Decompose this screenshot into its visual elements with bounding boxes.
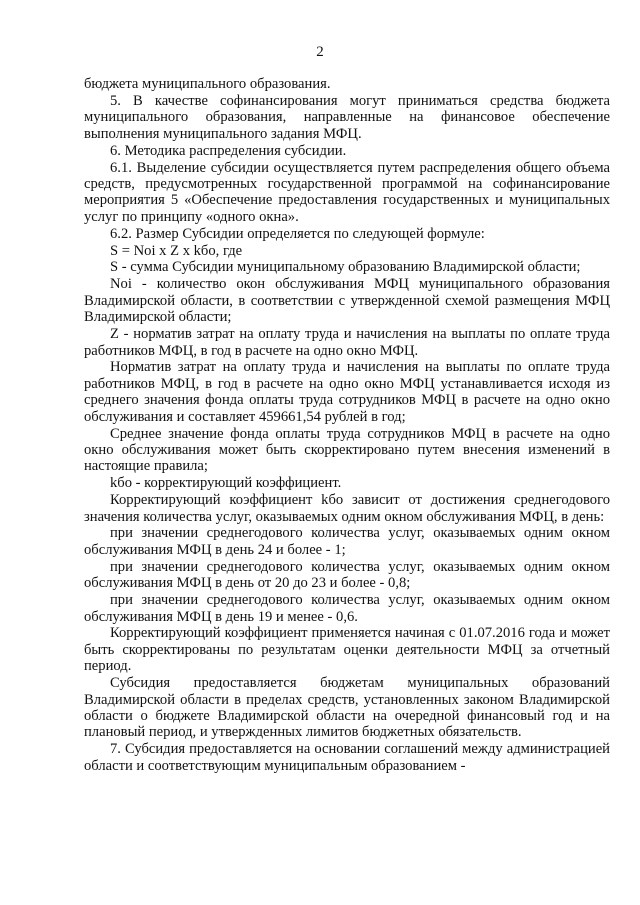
paragraph-18: Субсидия предоставляется бюджетам муниципальных образований Владимирской области в пределах средств, установленных законом Владимирской области о бюджете Владимирской области на очередной финансовый год и на плановый период, и утвержденных лимитов бюджетных обязательств. [84,675,610,741]
paragraph-14: при значении среднегодового количества услуг, оказываемых одним окном обслуживания МФЦ в день 24 и более - 1; [84,525,610,558]
paragraph-16: при значении среднегодового количества услуг, оказываемых одним окном обслуживания МФЦ в день 19 и менее - 0,6. [84,592,610,625]
paragraph-19: 7. Субсидия предоставляется на основании соглашений между администрацией области и соответствующим муниципальным образованием - [84,741,610,774]
paragraph-15: при значении среднегодового количества услуг, оказываемых одним окном обслуживания МФЦ в день от 20 до 23 и более - 0,8; [84,558,610,592]
paragraph-3: 6. Методика распределения субсидии. [110,142,347,159]
paragraph-7: S - сумма Субсидии муниципальному образованию Владимирской области; [110,259,581,276]
paragraph-8: Noi - количество окон обслуживания МФЦ муниципального образования Владимирской области, в соответствии с утвержденной схемой размещения МФЦ Владимирской области; [84,276,610,326]
paragraph-12: kбо - корректирующий коэффициент. [110,475,342,492]
paragraph-10: Норматив затрат на оплату труда и начисления на выплаты по оплате труда работников МФЦ, в год в расчете на одно окно МФЦ устанавливается исходя из среднего значения фонда оплаты труда сотрудников МФЦ в расчете на одно окно обслуживания и составляет 459661,54 рублей в год; [84,359,610,425]
paragraph-13: Корректирующий коэффициент kбо зависит от достижения среднегодового значения количества услуг, оказываемых одним окном обслуживания МФЦ, в день: [84,492,610,525]
paragraph-1: бюджета муниципального образования. [84,76,331,92]
paragraph-4: 6.1. Выделение субсидии осуществляется путем распределения общего объема средств, предусмотренных государственной программой на софинансирование мероприятия 5 «Обеспечение предоставления государственных и муниципальных услуг по принципу «одного окна». [84,159,610,225]
paragraph-11: Среднее значение фонда оплаты труда сотрудников МФЦ в расчете на одно окно обслуживания может быть скорректировано путем внесения изменений в настоящие правила; [84,425,610,475]
document-body [84,76,610,774]
paragraph-9: Z - норматив затрат на оплату труда и начисления на выплаты по оплате труда работников МФЦ, в год в расчете на одно окно МФЦ. [84,326,610,359]
paragraph-17: Корректирующий коэффициент применяется начиная с 01.07.2016 года и может быть скорректированы по результатам оценки деятельности МФЦ за отчетный период. [84,625,610,675]
paragraph-5: 6.2. Размер Субсидии определяется по следующей формуле: [110,225,485,242]
formula-line: S = Noi x Z x kбо, где [110,242,243,259]
page-number: 2 [316,44,324,60]
paragraph-2: 5. В качестве софинансирования могут приниматься средства бюджета муниципального образования, направленные на финансовое обеспечение выполнения муниципального задания МФЦ. [84,92,610,142]
